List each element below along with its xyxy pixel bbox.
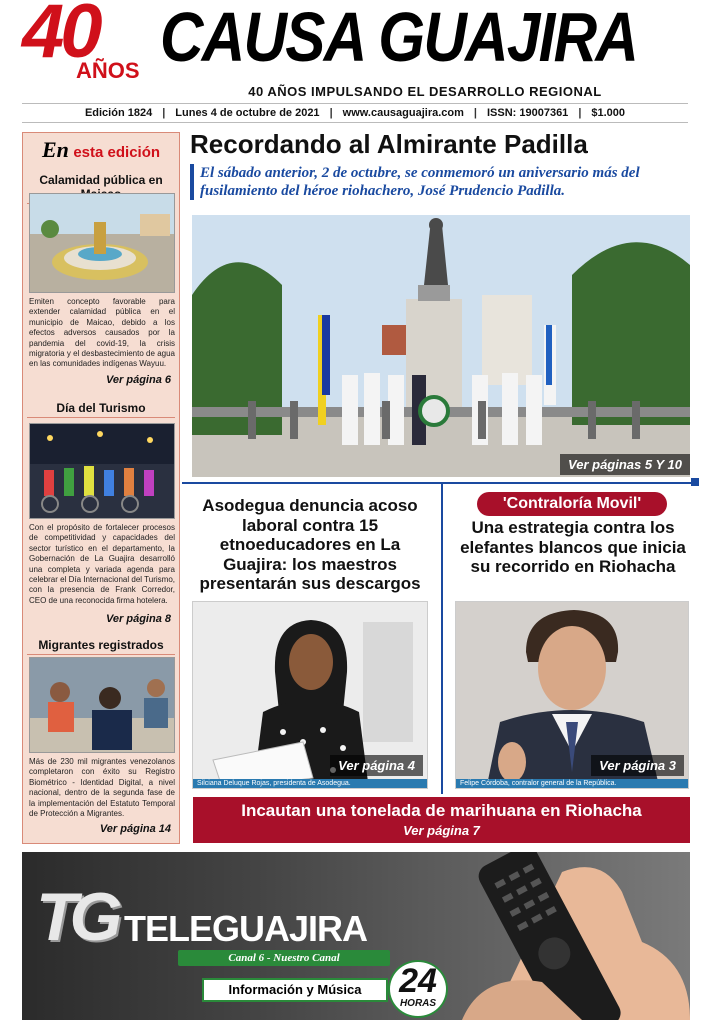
separator: | xyxy=(578,107,582,119)
marihuana-banner[interactable] xyxy=(193,797,690,843)
sidebar-header-en: En xyxy=(41,137,69,162)
contraloria-kicker: 'Contraloría Movil' xyxy=(477,492,667,516)
edition-date: Lunes 4 de octubre de 2021 xyxy=(175,107,320,119)
sidebar-item-link[interactable]: Ver página 8 xyxy=(105,613,171,625)
decorative-square xyxy=(691,478,699,486)
teleguajira-canal: Canal 6 - Nuestro Canal xyxy=(178,950,390,966)
price: $1.000 xyxy=(591,107,626,119)
asodegua-headline[interactable]: Asodegua denuncia acoso laboral contra 15 etnoeducadores en La Guajira: los maestros presentarán sus descargos xyxy=(199,496,421,594)
sidebar-item-title: Calamidad pública en xyxy=(27,173,175,204)
lead-deck: El sábado anterior, 2 de octubre, se conmemoró un aniversario más del fusilamiento del héroe riohachero, José Prudencio Padilla. xyxy=(190,164,690,200)
contralor-photo xyxy=(455,601,689,789)
migrants-registration-photo xyxy=(29,657,175,753)
separator: | xyxy=(473,107,477,119)
sidebar-item-text: Emiten concepto favorable para extender calamidad pública en el municipio de Maicao, debido a los efectos adversos causados por la pandemia del covid-19, la crisis migratoria y el desbastecimiento de agua en las comunidades indígenas Wayuu. xyxy=(29,297,175,369)
maicao-roundabout-photo xyxy=(29,193,175,293)
sidebar-item-link[interactable]: Ver página 6 xyxy=(105,374,171,386)
teleguajira-name: TELEGUAJIRA xyxy=(124,908,368,949)
issn: ISSN: 19007361 xyxy=(486,107,569,119)
website: www.causaguajira.com xyxy=(342,107,464,119)
asodegua-link[interactable]: Ver página 4 xyxy=(330,755,423,776)
newspaper-title: CAUSA GUAJIRA xyxy=(160,0,638,76)
lead-link[interactable]: Ver páginas 5 Y 10 xyxy=(560,454,690,475)
sidebar-item-text: Con el propósito de fortalecer procesos de competitividad y capacidades del sector turístico en el departamento, la Gobernación de La Guajira desarrolló una completa y variada agenda para celebrar el Día Internacional del Turismo, con la presencia de Frank Corredor, CEO de una reconocida firma hotelera. xyxy=(29,523,175,605)
tagline: 40 AÑOS IMPULSANDO EL DESARROLLO REGIONAL xyxy=(248,84,602,99)
teleguajira-logo: TG xyxy=(36,879,115,955)
edition-info-bar xyxy=(22,103,688,123)
contraloria-photo-caption: Felipe Córdoba, contralor general de la República. xyxy=(456,779,689,788)
divider-horizontal xyxy=(182,482,698,484)
sidebar-header xyxy=(23,137,179,163)
hours-label: HORAS xyxy=(399,998,437,1009)
teleguajira-info: Información y Música xyxy=(202,978,388,1002)
tourism-day-photo xyxy=(29,423,175,519)
24-hours-badge xyxy=(388,960,448,1018)
sidebar-header-edicion: esta edición xyxy=(73,144,161,161)
in-this-edition-sidebar xyxy=(22,132,180,844)
teleguajira-ad[interactable] xyxy=(22,852,690,1020)
sidebar-item-text: Más de 230 mil migrantes venezolanos completaron con éxito su Registro Biométrico - Identidad Digital, a nivel nacional, dentro de la segunda fase de la implementación del Estatuto Temporal de Protección a Migrantes. xyxy=(29,757,175,818)
sidebar-item-title: Migrantes registrados xyxy=(27,638,175,655)
marihuana-headline: Incautan una tonelada de marihuana en Riohacha xyxy=(241,801,642,820)
anniversary-anos: AÑOS xyxy=(76,58,140,83)
marihuana-link[interactable]: Ver página 7 xyxy=(403,823,480,838)
hours-number: 24 xyxy=(399,962,437,1000)
contraloria-link[interactable]: Ver página 3 xyxy=(591,755,684,776)
sidebar-item-title: Día del Turismo xyxy=(27,401,175,418)
padilla-statue-photo xyxy=(192,215,690,477)
separator: | xyxy=(329,107,333,119)
contraloria-headline[interactable]: Una estrategia contra los elefantes blancos que inicia su recorrido en Riohacha xyxy=(460,518,686,577)
asodegua-president-photo xyxy=(192,601,428,789)
divider-vertical xyxy=(441,484,443,794)
anniversary-number: 40 xyxy=(22,0,99,74)
lead-headline[interactable]: Recordando al Almirante Padilla xyxy=(190,129,588,159)
separator: | xyxy=(162,107,166,119)
anniversary-logo xyxy=(22,0,154,84)
asodegua-photo-caption: Silciana Deluque Rojas, presidenta de Asodegua. xyxy=(193,779,428,788)
sidebar-item-link[interactable]: Ver página 14 xyxy=(99,823,171,835)
edition-number: Edición 1824 xyxy=(84,107,153,119)
